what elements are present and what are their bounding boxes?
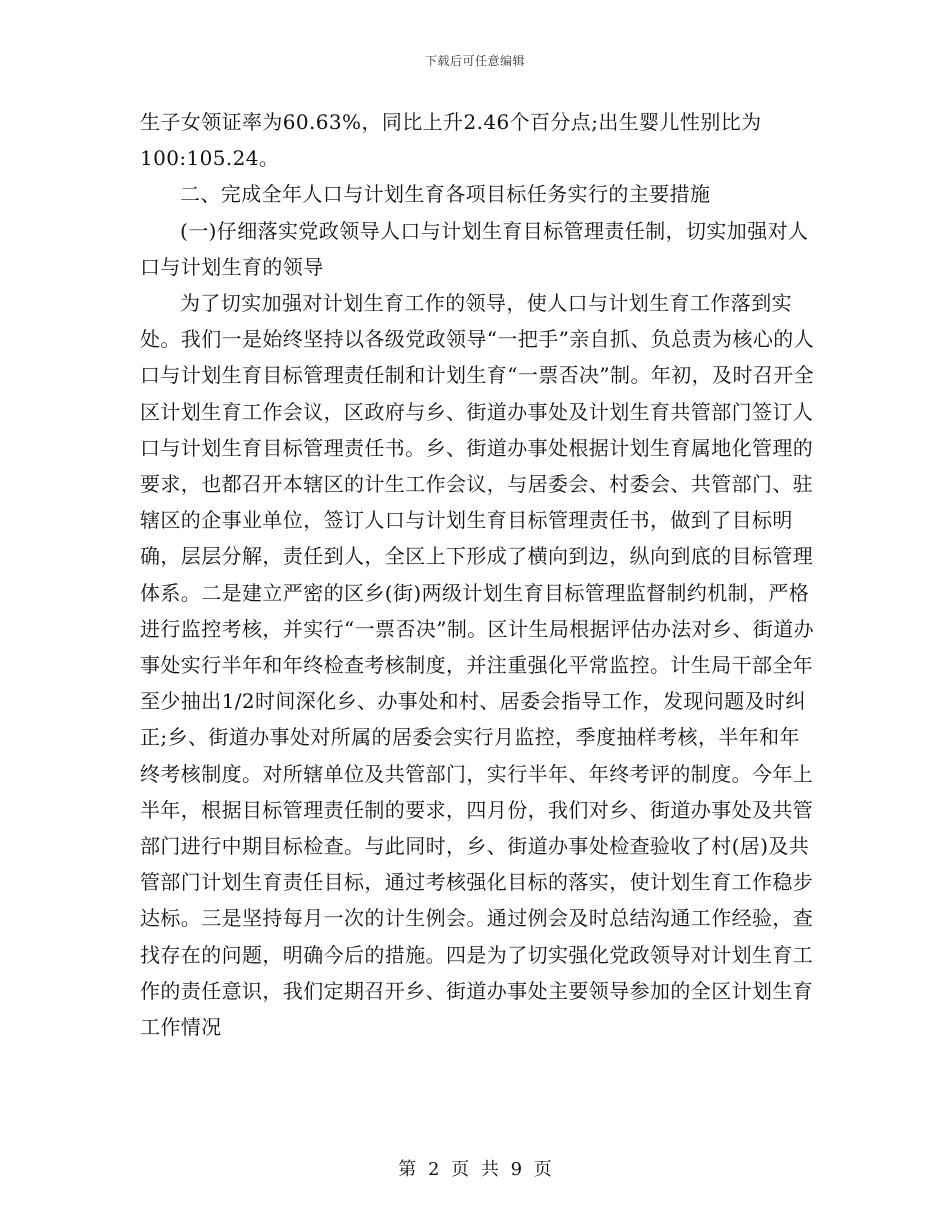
page-footer: 第 2 页 共 9 页 bbox=[398, 1159, 552, 1180]
page-header: 下载后可任意编辑 bbox=[424, 54, 525, 68]
document-body bbox=[140, 104, 820, 1045]
body-paragraph: 为了切实加强对计划生育工作的领导，使人口与计划生育工作落到实处。我们一是始终坚持以各级党政领导“一把手”亲自抓、负总责为核心的人口与计划生育目标管理责任制和计划生育“一票否决”制。年初，及时召开全区计划生育工作会议，区政府与乡、街道办事处及计划生育共管部门签订人口与计划生育目标管理责任书。乡、街道办事处根据计划生育属地化管理的要求，也都召开本辖区的计生工作会议，与居委会、村委会、共管部门、驻辖区的企事业单位，签订人口与计划生育目标管理责任书，做到了目标明确，层层分解，责任到人，全区上下形成了横向到边，纵向到底的目标管理体系。二是建立严密的区乡(街)两级计划生育目标管理监督制约机制，严格进行监控考核，并实行“一票否决”制。区计生局根据评估办法对乡、街道办事处实行半年和年终检查考核制度，并注重强化平常监控。计生局干部全年至少抽出1/2时间深化乡、办事处和村、居委会指导工作，发现问题及时纠正;乡、街道办事处对所属的居委会实行月监控，季度抽样考核，半年和年终考核制度。对所辖单位及共管部门，实行半年、年终考评的制度。今年上半年，根据目标管理责任制的要求，四月份，我们对乡、街道办事处及共管部门进行中期目标检查。与此同时，乡、街道办事处检查验收了村(居)及共管部门计划生育责任目标，通过考核强化目标的落实，使计划生育工作稳步达标。三是坚持每月一次的计生例会。通过例会及时总结沟通工作经验，查找存在的问题，明确今后的措施。四是为了切实强化党政领导对计划生育工作的责任意识，我们定期召开乡、街道办事处主要领导参加的全区计划生育工作情况 bbox=[140, 291, 815, 1040]
section-heading: 二、完成全年人口与计划生育各项目标任务实行的主要措施 bbox=[180, 182, 711, 207]
subsection-heading: (一)仔细落实党政领导人口与计划生育目标管理责任制，切实加强对人口与计划生育的领导 bbox=[140, 218, 809, 279]
paragraph-continuation: 生子女领证率为60.63%，同比上升2.46个百分点;出生婴儿性别比为100:105.24。 bbox=[140, 110, 762, 171]
